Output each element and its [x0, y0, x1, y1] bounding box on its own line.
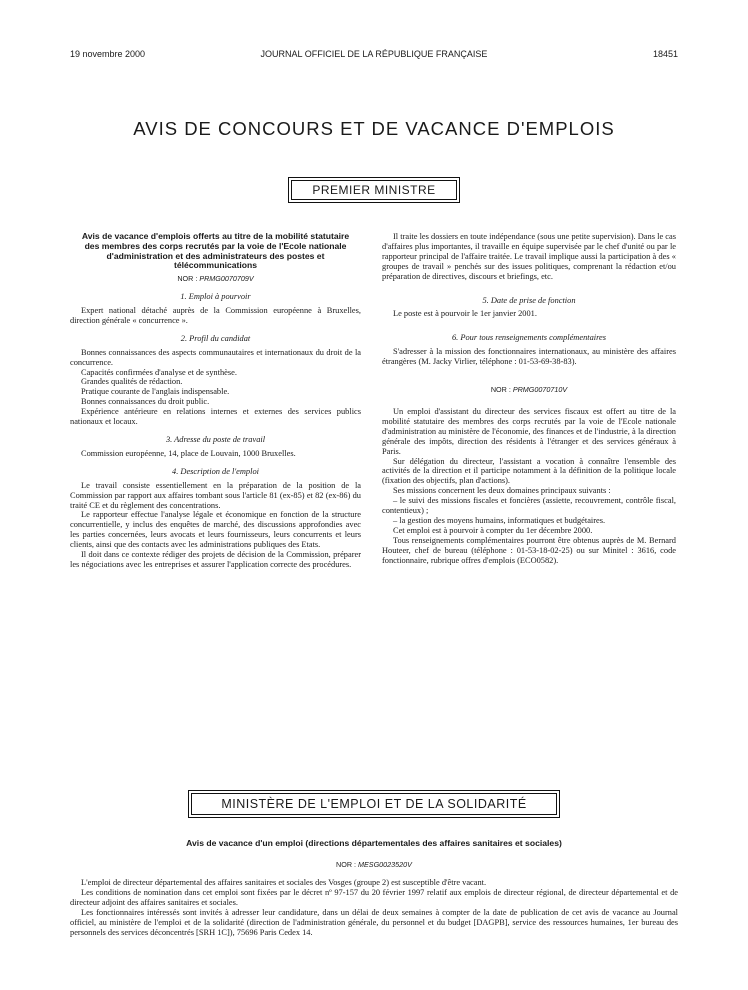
avis-title-left: Avis de vacance d'emplois offerts au titre de la mobilité statutaire des membres des corps recrutés par la voie de l'Ecole nationale d'administration et des administrateurs des postes et télécommunications — [81, 231, 350, 271]
section-box-ministere-emploi: MINISTÈRE DE L'EMPLOI ET DE LA SOLIDARITÉ — [188, 790, 560, 818]
paragraph: Ses missions concernent les deux domaines principaux suivants : — [393, 486, 611, 496]
nor-reference-left — [70, 274, 361, 284]
header-date: 19 novembre 2000 — [70, 49, 146, 59]
nor-code: MESG0023520V — [358, 860, 412, 869]
running-header — [70, 49, 678, 63]
paragraph: L'emploi de directeur départemental des affaires sanitaires et sociales des Vosges (groupe 2) est susceptible d'être vacant. — [81, 878, 487, 887]
subheading-2: 2. Profil du candidat — [180, 333, 251, 343]
list-item: – le suivi des missions fiscales et foncières (assiette, recouvrement, contrôle fiscal, contentieux) ; — [382, 496, 676, 516]
paragraph: Tous renseignements complémentaires pourront être obtenus auprès de M. Bernard Houteer, chef de bureau (téléphone : 01-53-18-02-25) ou sur Minitel : 3616, code fonctionnaire, rubrique offres d'emplois (ECO0582). — [382, 535, 676, 565]
paragraph: Il doit dans ce contexte rédiger des projets de décision de la Commission, préparer les négociations avec les entreprises et assurer l'application correcte des procédures. — [70, 550, 361, 569]
paragraph: Sur délégation du directeur, l'assistant a vocation à connaître l'ensemble des activités de la direction et il participe notamment à la définition de la politique locale (fixation des objectifs, plan d'actions). — [382, 456, 676, 486]
nor-code: PRMG0070710V — [512, 385, 568, 395]
nor-reference-bottom — [70, 860, 678, 869]
paragraph: S'adresser à la mission des fonctionnaires internationaux, au ministère des affaires étrangères (M. Jacky Virlier, téléphone : 01-53-69-38-83). — [382, 347, 676, 367]
nor-reference-right — [382, 385, 676, 395]
paragraph: Un emploi d'assistant du directeur des services fiscaux est offert au titre de la mobilité statutaire des membres des corps recrutés par la voie de l'Ecole nationale d'administration au ministère de l'économie, des finances et de l'industrie, à la direction générale des impôts, direction des résidents à l'étranger et des services généraux à Paris. — [382, 406, 676, 456]
paragraph: Le poste est à pourvoir le 1er janvier 2001. — [393, 309, 537, 319]
paragraph: Bonnes connaissances du droit public. — [81, 397, 210, 407]
paragraph: Les fonctionnaires intéressés sont invités à adresser leur candidature, dans un délai de deux semaines à compter de la date de publication de cet avis de vacance au Journal officiel, au ministère de l'emploi et de la solidarité (direction de l'administration générale, du personnel et du budget [DAGPB], service des ressources humaines, 1er bureau des personnels des services déconcentrés [SRH 1C]), 75696 Paris Cedex 14. — [70, 907, 678, 937]
right-column — [382, 232, 676, 565]
nor-code: PRMG0070709V — [199, 274, 254, 284]
list-item: – la gestion des moyens humains, informatiques et budgétaires. — [393, 515, 606, 525]
paragraph: Pratique courante de l'anglais indispensable. — [81, 387, 230, 397]
paragraph: Le rapporteur effectue l'analyse légale et économique en fonction de la structure concurrentielle, y inclus des enquêtes de marché, des discussions approfondies avec les parties concernées, leurs avocats et leurs fournisseurs, leurs concurrents et leurs clients, ainsi que des contacts avec les administrations publiques des Etats. — [70, 510, 361, 550]
header-journal-title: JOURNAL OFFICIEL DE LA RÉPUBLIQUE FRANÇAISE — [260, 49, 488, 59]
subheading-5: 5. Date de prise de fonction — [482, 295, 576, 305]
paragraph: Le travail consiste essentiellement en la préparation de la position de la Commission par rapport aux affaires tombant sous l'article 81 (ex-85) et 82 (ex-86) du traité CE et du règlement des concentrations. — [70, 480, 361, 510]
left-column — [70, 232, 361, 570]
paragraph: Expert national détaché auprès de la Commission européenne à Bruxelles, direction générale « concurrence ». — [70, 306, 361, 325]
paragraph: Grandes qualités de rédaction. — [81, 377, 183, 387]
avis-title-bottom: Avis de vacance d'un emploi (directions départementales des affaires sanitaires et sociales) — [186, 838, 562, 848]
main-title: AVIS DE CONCOURS ET DE VACANCE D'EMPLOIS — [133, 118, 615, 139]
subheading-4: 4. Description de l'emploi — [172, 466, 259, 476]
subheading-1: 1. Emploi à pourvoir — [180, 292, 251, 302]
nor-label: NOR : — [177, 274, 198, 284]
paragraph: Il traite les dossiers en toute indépendance (sous une petite supervision). Dans le cas d'affaires plus importantes, il travaille en équipe supervisée par le chef d'unité ou par le rapporteur principal de l'affaire traitée. Le travail implique aussi la participation à des « groupes de travail » penchés sur des issues politiques, comprenant la rédaction et/ou préparation de directives, discours et briefings, etc. — [382, 232, 676, 281]
paragraph: Expérience antérieure en relations internes et externes des services publics nationaux et locaux. — [70, 407, 361, 427]
nor-label: NOR : — [490, 385, 511, 395]
paragraph: Bonnes connaissances des aspects communautaires et internationaux du droit de la concurrence. — [70, 347, 361, 367]
section-box-premier-ministre: PREMIER MINISTRE — [288, 177, 460, 203]
bottom-text — [70, 878, 678, 937]
subheading-6: 6. Pour tous renseignements complémentaires — [451, 333, 607, 343]
paragraph: Cet emploi est à pourvoir à compter du 1er décembre 2000. — [393, 525, 593, 535]
header-page-number: 18451 — [652, 49, 678, 59]
nor-label: NOR : — [336, 860, 356, 869]
subheading-3: 3. Adresse du poste de travail — [165, 434, 266, 444]
paragraph: Capacités confirmées d'analyse et de synthèse. — [81, 367, 237, 377]
paragraph: Commission européenne, 14, place de Louvain, 1000 Bruxelles. — [81, 448, 296, 458]
paragraph: Les conditions de nomination dans cet emploi sont fixées par le décret nº 97-157 du 20 février 1997 relatif aux emplois de directeur régional, de directeur départemental et de directeur adjoint des affaires sanitaires et sociales. — [70, 887, 678, 907]
